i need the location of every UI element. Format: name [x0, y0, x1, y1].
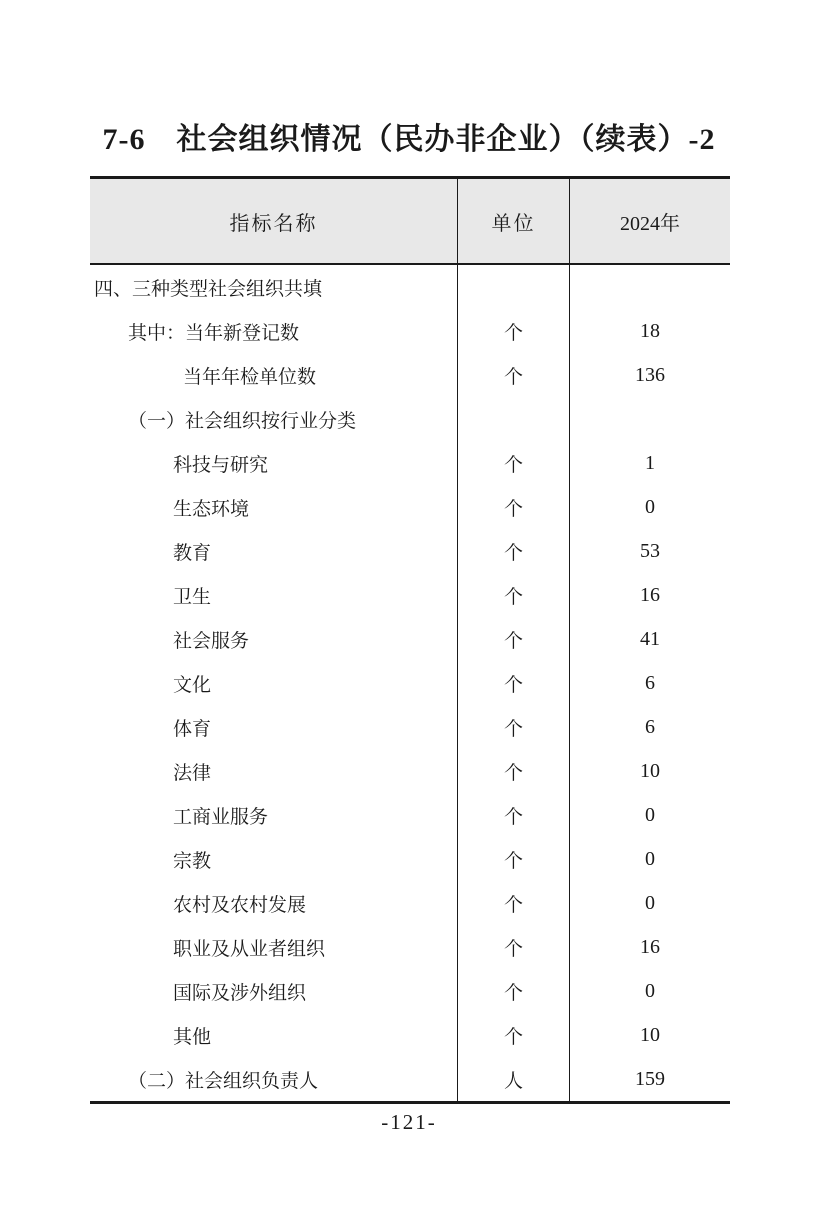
indicator-name-cell: （一）社会组织按行业分类: [90, 397, 458, 441]
indicator-name-cell: 国际及涉外组织: [90, 969, 458, 1013]
unit-cell: 个: [458, 925, 570, 969]
unit-cell: 个: [458, 353, 570, 397]
table-row: [90, 837, 730, 881]
year-value-cell: 0: [645, 847, 655, 870]
indicator-name-cell: 生态环境: [90, 485, 458, 529]
table-row: [90, 573, 730, 617]
year-value-cell: 10: [640, 759, 660, 782]
table-row: [90, 529, 730, 573]
year-value-cell: 0: [645, 891, 655, 914]
indicator-name-cell: 科技与研究: [90, 441, 458, 485]
year-value-cell: 6: [645, 715, 655, 738]
indicator-name-cell: 文化: [90, 661, 458, 705]
table-row: [90, 793, 730, 837]
unit-cell: 人: [458, 1057, 570, 1101]
year-value-cell: 0: [645, 979, 655, 1002]
table-row: [90, 661, 730, 705]
unit-cell: [458, 397, 570, 441]
unit-cell: 个: [458, 441, 570, 485]
indicator-name-cell: 卫生: [90, 573, 458, 617]
table-row: [90, 397, 730, 441]
table-row: [90, 705, 730, 749]
unit-cell: 个: [458, 309, 570, 353]
indicator-name-cell: 体育: [90, 705, 458, 749]
indicator-name-cell: 工商业服务: [90, 793, 458, 837]
indicator-name-cell: 社会服务: [90, 617, 458, 661]
table-row: [90, 617, 730, 661]
table-row: [90, 265, 730, 309]
indicator-name-cell: 法律: [90, 749, 458, 793]
unit-cell: 个: [458, 529, 570, 573]
table-row: [90, 441, 730, 485]
table-row: [90, 881, 730, 925]
table-row: [90, 925, 730, 969]
column-header-indicator-name: 指标名称: [90, 179, 458, 263]
unit-cell: 个: [458, 617, 570, 661]
year-value-cell: [570, 265, 730, 309]
year-value-cell: 16: [640, 935, 660, 958]
indicator-name-cell: 其他: [90, 1013, 458, 1057]
year-value-cell: [570, 397, 730, 441]
table-row: [90, 749, 730, 793]
table-row: [90, 353, 730, 397]
unit-cell: 个: [458, 485, 570, 529]
year-value-cell: 6: [645, 671, 655, 694]
page-number: -121-: [381, 1110, 437, 1134]
year-value-cell: 18: [640, 319, 660, 342]
unit-cell: 个: [458, 749, 570, 793]
indicator-name-cell: 农村及农村发展: [90, 881, 458, 925]
year-value-cell: 0: [645, 803, 655, 826]
column-header-year-2024: 2024年: [620, 212, 680, 235]
indicator-name-cell: 四、三种类型社会组织共填: [90, 265, 458, 309]
table-row: [90, 969, 730, 1013]
unit-cell: 个: [458, 1013, 570, 1057]
indicator-name-cell: 其中：当年新登记数: [90, 309, 458, 353]
table-row: [90, 485, 730, 529]
year-value-cell: 1: [645, 451, 655, 474]
table-body: [90, 265, 730, 1101]
year-value-cell: 10: [640, 1023, 660, 1046]
indicator-name-cell: 宗教: [90, 837, 458, 881]
unit-cell: 个: [458, 881, 570, 925]
indicator-name-cell: 教育: [90, 529, 458, 573]
year-value-cell: 159: [635, 1067, 665, 1090]
unit-cell: 个: [458, 837, 570, 881]
unit-cell: 个: [458, 661, 570, 705]
table-row: [90, 1057, 730, 1101]
indicator-name-cell: （二）社会组织负责人: [90, 1057, 458, 1101]
table-header-row: [90, 179, 730, 265]
unit-cell: 个: [458, 573, 570, 617]
indicator-name-cell: 职业及从业者组织: [90, 925, 458, 969]
unit-cell: 个: [458, 793, 570, 837]
unit-cell: 个: [458, 969, 570, 1013]
table-title: 7-6 社会组织情况（民办非企业）（续表）-2: [102, 123, 716, 156]
table-row: [90, 1013, 730, 1057]
column-header-unit: 单位: [458, 179, 570, 263]
year-value-cell: 53: [640, 539, 660, 562]
unit-cell: 个: [458, 705, 570, 749]
year-value-cell: 136: [635, 363, 665, 386]
year-value-cell: 0: [645, 495, 655, 518]
statistics-table: [90, 176, 730, 1104]
year-value-cell: 41: [640, 627, 660, 650]
table-row: [90, 309, 730, 353]
indicator-name-cell: 当年年检单位数: [90, 353, 458, 397]
year-value-cell: 16: [640, 583, 660, 606]
unit-cell: [458, 265, 570, 309]
